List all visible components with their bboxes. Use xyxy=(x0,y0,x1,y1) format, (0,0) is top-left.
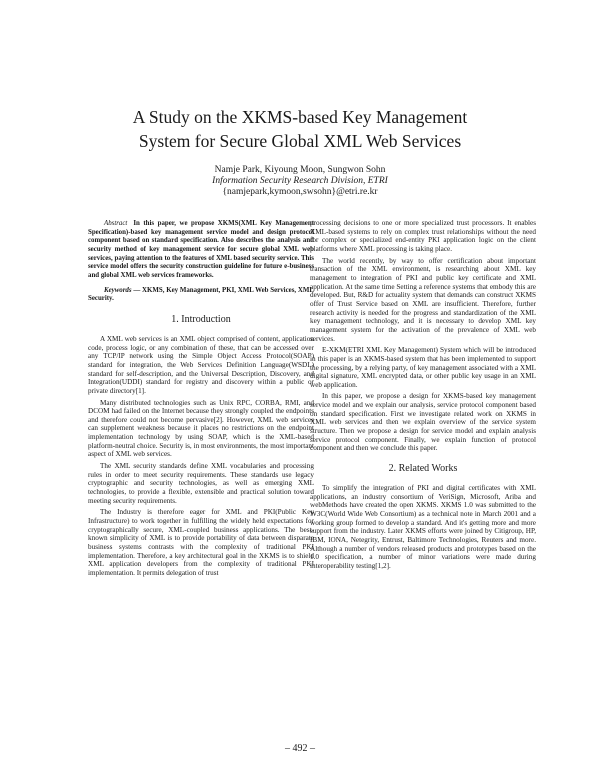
body-paragraph: processing decisions to one or more specialized trust processors. It enables XML-based systems to rely on complex trust relationships without the need for complex or specialized end-entity PKI application logic on the client platforms where XML processing is taking place. xyxy=(310,219,536,253)
section-heading-related-works: 2. Related Works xyxy=(388,463,458,475)
abstract-label: Abstract xyxy=(104,220,128,227)
body-paragraph: A XML web services is an XML object comprised of content, application code, process logic, or any combination of these, that can be accessed over any TCP/IP network using the Simple Object Access Protocol(SOAP) standard for integration, the Web Services Definition Language(WSDL) standard for self-description, and the Universal Description, Discovery, and Integration(UDDI) standard for registry and discovery within a public or private directory[1]. xyxy=(88,334,314,395)
author-emails: {namjepark,kymoon,swsohn}@etri.re.kr xyxy=(222,187,378,197)
body-paragraph: The world recently, by way to offer certification about important transaction of the XML environment, is researching about XML key management to integration of PKI and public key certificate and XML application. At the same time Setting a reference systems that embody this are developed. But, R&D for actuality system that demands can construct XKMS offer of Trust Service based on XML are insufficient. Therefore, further research activity is needed for the progress and standardization of the XML key management technology, and it is necessary to develop XML key management system for the activation of the prevalence of XML web services. xyxy=(310,256,536,343)
abstract-text: In this paper, we propose XKMS(XML Key Management Specification)-based key management service model and design protocol component based on standard specification. Also describes the analysis and security method of key management service for secure global XML web services, paying attention to the features of XML based security service. This service model offers the security construction guideline for future e-business and global XML web services frameworks. xyxy=(88,220,314,279)
section-heading-introduction: 1. Introduction xyxy=(171,313,231,325)
author-names: Namje Park, Kiyoung Moon, Sungwon Sohn xyxy=(214,165,386,175)
title-line-2: System for Secure Global XML Web Services xyxy=(138,131,462,151)
page-number: – 492 – xyxy=(285,743,315,754)
left-column xyxy=(88,220,314,581)
right-column xyxy=(310,219,536,574)
body-paragraph: Many distributed technologies such as Unix RPC, CORBA, RMI, and DCOM had failed on the Internet because they strongly coupled the endpoints and therefore could not become pervasive[2]. However, XML web services can supplement weakness because it places no restrictions on the endpoint implementation technology by using SOAP, which is the XML-based platform-neutral choice. Security is, in most environments, the most important aspect of XML web services. xyxy=(88,398,314,459)
author-block xyxy=(150,165,450,198)
body-paragraph: E-XKM(ETRI XML Key Management) System which will be introduced in this paper is an XKMS-based system that has been implemented to support the processing, by a relying party, of key management associated with a XML digital signature, XML encrypted data, or other public key usage in an XML web application. xyxy=(310,346,536,389)
paper-title xyxy=(60,105,540,153)
body-paragraph: To simplify the integration of PKI and digital certificates with XML applications, an industry consortium of VeriSign, Microsoft, Ariba and webMethods have created the open XKMS. XKMS 1.0 was submitted to the W3C(World Wide Web Consortium) as a technical note in March 2001 and a working group formed to develop a standard. And it's getting more and more support from the industry. Later XKMS efforts were joined by Citigroup, HP, IBM, IONA, Netegrity, Entrust, Baltimore Technologies, Reuters and more. Although a number of vendors released products and prototypes based on the 1.0 specification, a number of minor variations were made during interoperability testing[1,2]. xyxy=(310,484,536,570)
body-paragraph: In this paper, we propose a design for XKMS-based key management service model and we explain our analysis, service protocol component based on standard specification. First we investigate related work on XKMS in XML web services and then we explain overview of the service system structure. Then we propose a design for service model and explain analysis service protocol component. Finally, we explain function of protocol component and then we conclude this paper. xyxy=(310,392,536,453)
keywords-text: — XKMS, Key Management, PKI, XML Web Services, XML Security. xyxy=(88,286,314,303)
keywords xyxy=(88,287,314,304)
body-paragraph: The Industry is therefore eager for XML and PKI(Public Key Infrastructure) to work together in fulfilling the widely held expectations for cryptographically secure, XML-coupled business applications. The best-known simplicity of XML is to provide portability of data between disparate business systems contrasts with the complexity of traditional PKI implementation. Therefore, a key architectural goal in the XKMS is to shield XML application developers from the complexity of traditional PKI implementation. It permits delegation of trust xyxy=(88,508,314,577)
author-affiliation: Information Security Research Division, ETRI xyxy=(212,176,388,186)
abstract xyxy=(88,220,314,281)
title-line-1: A Study on the XKMS-based Key Management xyxy=(132,107,468,127)
body-paragraph: The XML security standards define XML vocabularies and processing rules in order to meet security requirements. These standards use legacy cryptographic and security technologies, as well as emerging XML technologies, to provide a flexible, extensible and practical solution toward meeting security requirements. xyxy=(88,462,314,505)
keywords-label: Keywords xyxy=(104,286,132,294)
